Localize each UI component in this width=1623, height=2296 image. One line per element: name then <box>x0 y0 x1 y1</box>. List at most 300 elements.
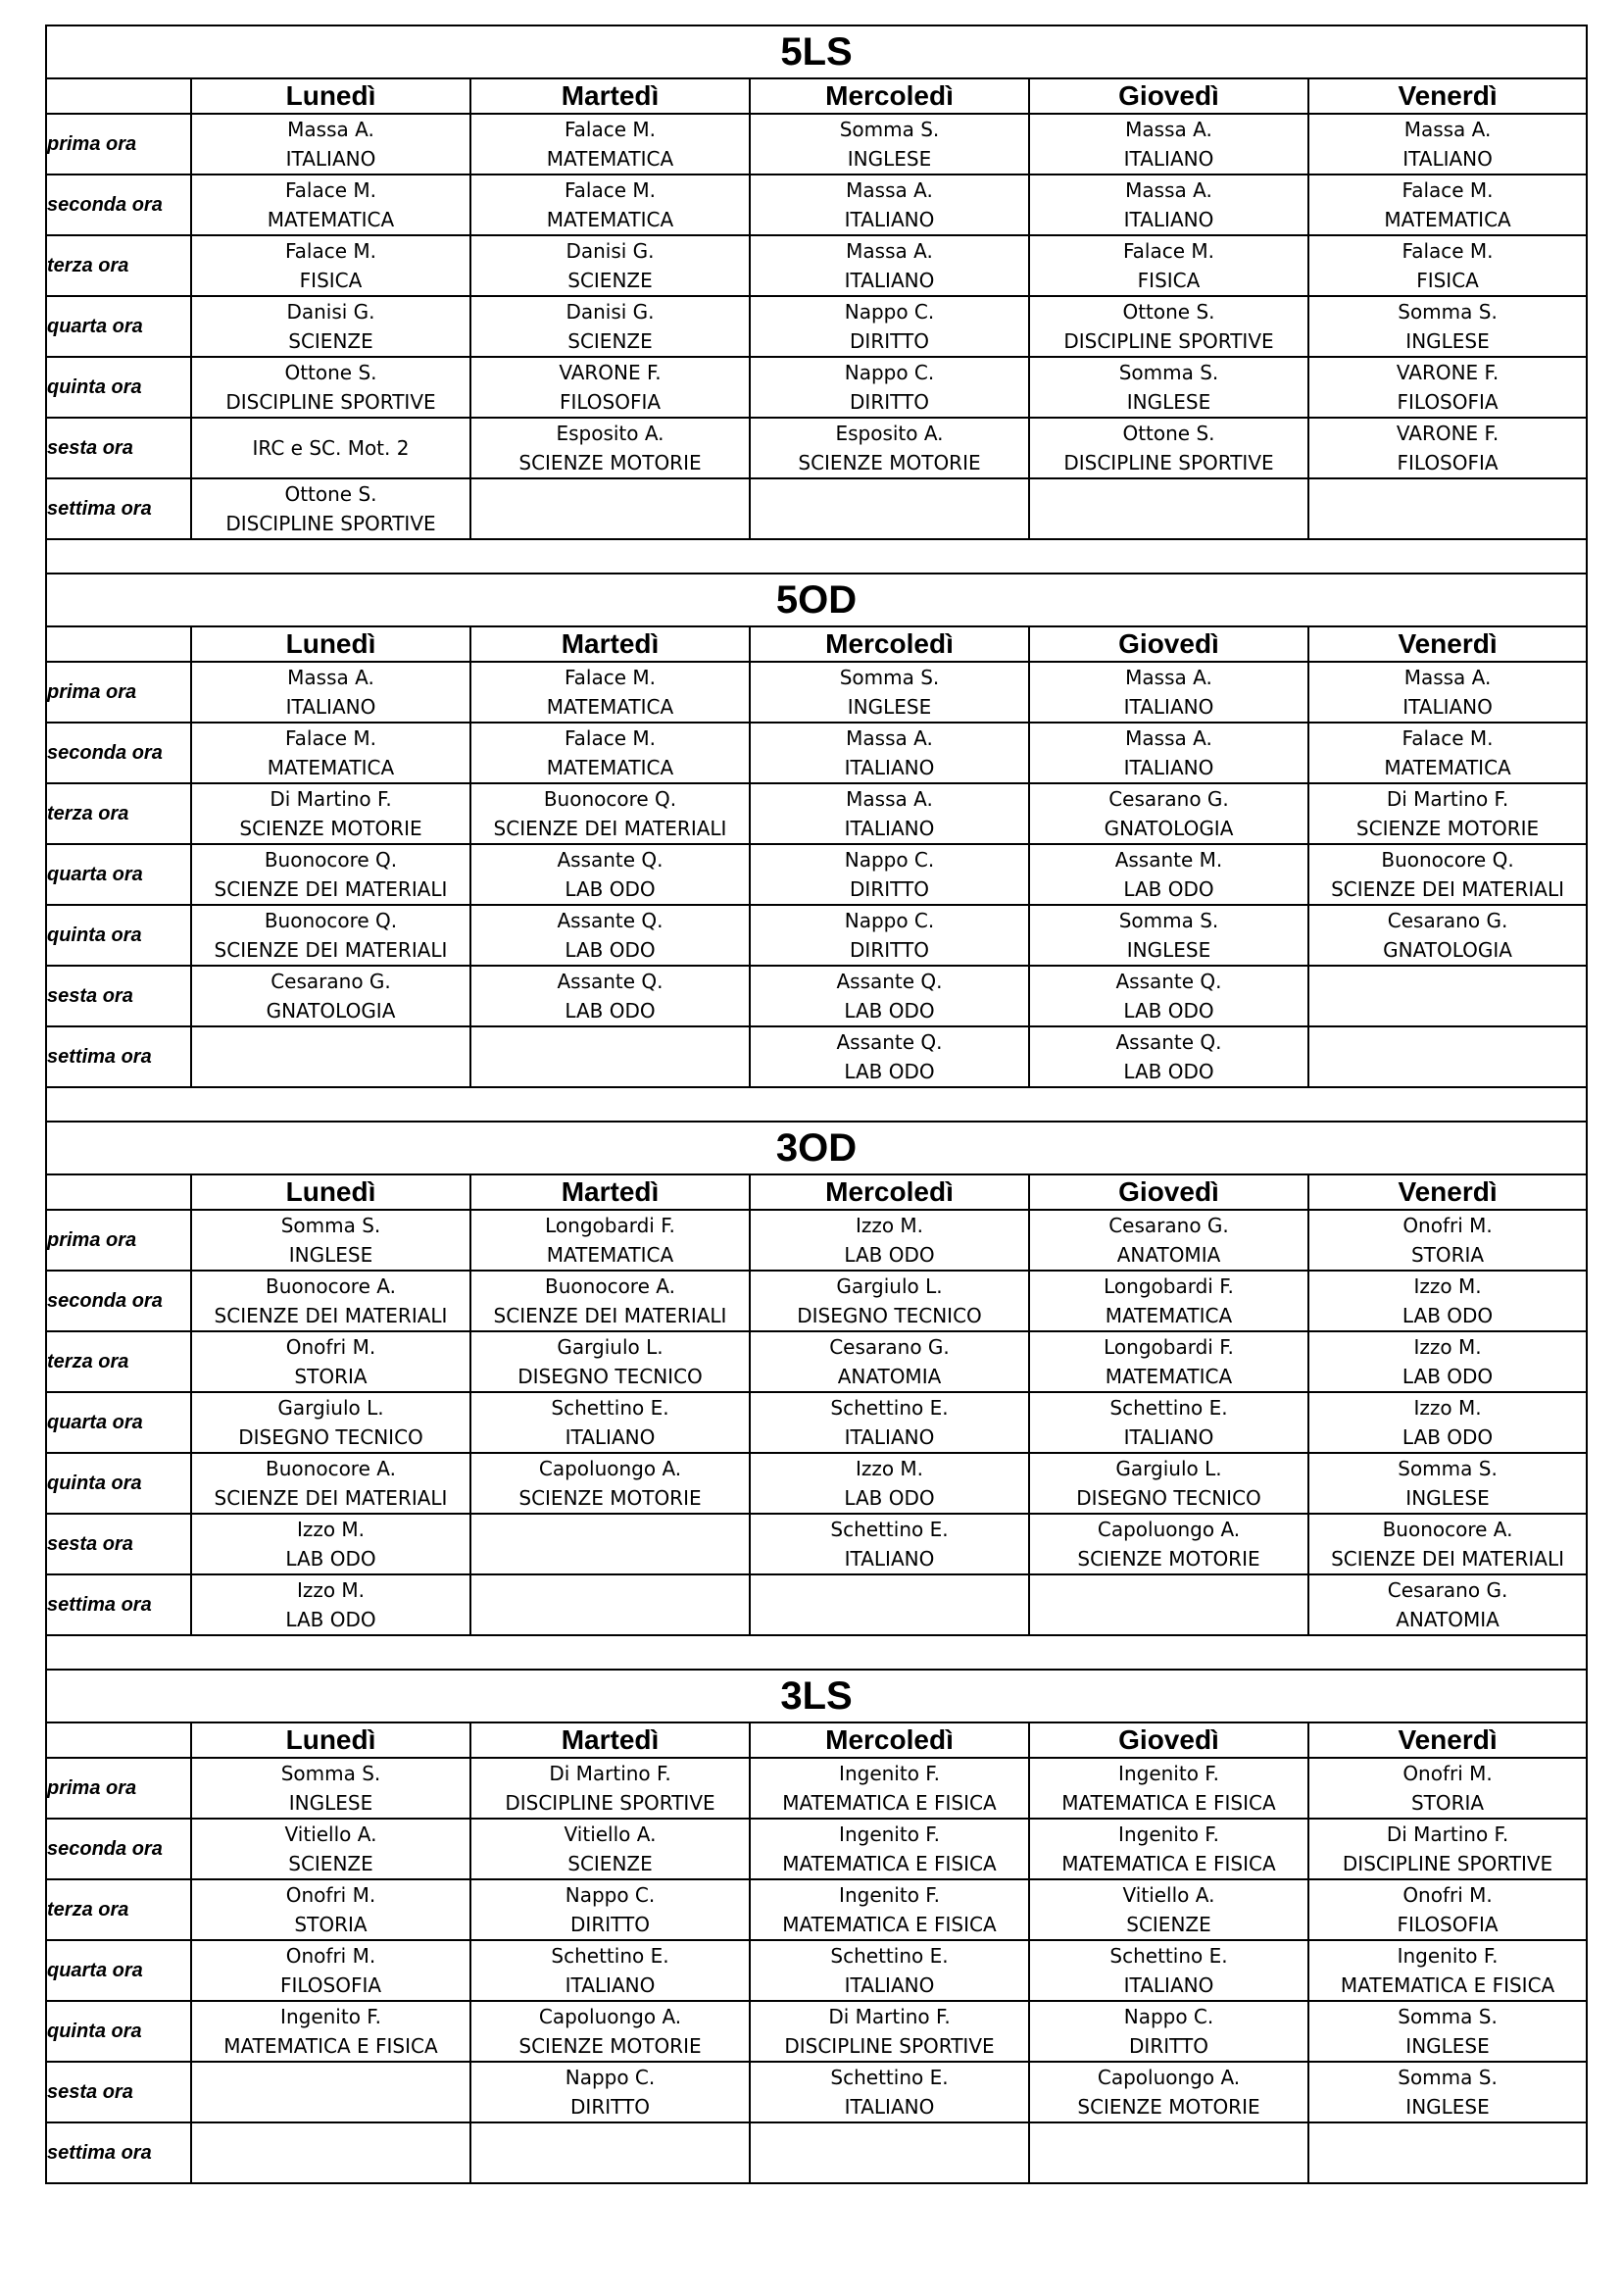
lesson-cell <box>1029 783 1308 844</box>
lesson-cell <box>1029 296 1308 357</box>
subject-name: ITALIANO <box>844 1547 935 1571</box>
day-header: Giovedì <box>1029 78 1308 114</box>
subject-name: FILOSOFIA <box>1397 1913 1499 1936</box>
teacher-name: Somma S. <box>1398 300 1498 324</box>
subject-name: LAB ODO <box>1402 1365 1494 1388</box>
subject-name: MATEMATICA E FISICA <box>1061 1791 1276 1815</box>
subject-name: DISEGNO TECNICO <box>1076 1486 1261 1510</box>
subject-name: INGLESE <box>847 695 932 719</box>
lesson-cell <box>191 1453 470 1514</box>
subject-name: MATEMATICA <box>1105 1365 1233 1388</box>
teacher-name: Ingenito F. <box>1118 1762 1219 1785</box>
day-header-row <box>46 626 1587 662</box>
lesson-cell <box>470 357 750 418</box>
slot-row <box>46 1758 1587 1819</box>
teacher-name: VARONE F. <box>1396 422 1500 445</box>
timetable-sheet <box>45 25 1586 2184</box>
teacher-name: Vitiello A. <box>284 1822 377 1846</box>
day-header: Mercoledì <box>750 1722 1029 1758</box>
lesson-cell <box>1308 1514 1587 1574</box>
subject-name: LAB ODO <box>565 938 656 962</box>
lesson-cell <box>191 1514 470 1574</box>
teacher-name: Cesarano G. <box>270 970 391 993</box>
lesson-cell <box>1029 1210 1308 1271</box>
spacer-cell <box>46 1635 1587 1670</box>
subject-name: INGLESE <box>1405 329 1490 353</box>
lesson-cell <box>1029 478 1308 539</box>
subject-name: SCIENZE MOTORIE <box>518 1486 702 1510</box>
class-title: 5LS <box>46 25 1587 78</box>
lesson-cell <box>470 2001 750 2062</box>
subject-name: FILOSOFIA <box>1397 390 1499 414</box>
teacher-name: Danisi G. <box>286 300 375 324</box>
lesson-cell <box>750 2062 1029 2122</box>
lesson-cell <box>191 1271 470 1331</box>
slot-label: terza ora <box>46 235 191 296</box>
lesson-cell <box>1308 175 1587 235</box>
subject-name: DISEGNO TECNICO <box>797 1304 982 1327</box>
slot-label: settima ora <box>46 1574 191 1635</box>
lesson-cell <box>470 296 750 357</box>
lesson-cell <box>1029 1026 1308 1087</box>
lesson-cell <box>750 357 1029 418</box>
subject-name: ITALIANO <box>565 1973 656 1997</box>
lesson-cell <box>470 1879 750 1940</box>
slot-row <box>46 235 1587 296</box>
subject-name: LAB ODO <box>844 1486 935 1510</box>
slot-label: quarta ora <box>46 844 191 905</box>
teacher-name: Vitiello A. <box>1122 1883 1215 1907</box>
subject-name: ITALIANO <box>844 756 935 779</box>
slot-label: prima ora <box>46 662 191 723</box>
teacher-name: Massa A. <box>846 178 933 202</box>
subject-name: ITALIANO <box>285 695 376 719</box>
subject-name: DISCIPLINE SPORTIVE <box>505 1791 715 1815</box>
slot-row <box>46 296 1587 357</box>
day-header: Mercoledì <box>750 626 1029 662</box>
teacher-name: Cesarano G. <box>1387 1578 1508 1602</box>
lesson-cell <box>470 844 750 905</box>
subject-name: MATEMATICA <box>546 695 674 719</box>
slot-label: seconda ora <box>46 1271 191 1331</box>
teacher-name: Vitiello A. <box>564 1822 657 1846</box>
subject-name: INGLESE <box>288 1791 373 1815</box>
day-header-row <box>46 1174 1587 1210</box>
subject-name: ITALIANO <box>285 147 376 171</box>
slot-label: settima ora <box>46 2122 191 2183</box>
lesson-cell <box>1308 1271 1587 1331</box>
teacher-name: Falace M. <box>284 178 376 202</box>
slot-row <box>46 966 1587 1026</box>
slot-label: quinta ora <box>46 1453 191 1514</box>
lesson-cell <box>1308 478 1587 539</box>
teacher-name: Di Martino F. <box>270 787 392 811</box>
subject-name: ITALIANO <box>844 1425 935 1449</box>
teacher-name: Capoluongo A. <box>1097 1518 1241 1541</box>
teacher-name: Capoluongo A. <box>538 2005 682 2028</box>
subject-name: DISCIPLINE SPORTIVE <box>1063 329 1274 353</box>
subject-name: SCIENZE <box>1126 1913 1211 1936</box>
day-header: Lunedì <box>191 626 470 662</box>
lesson-cell <box>750 2001 1029 2062</box>
class-title-row <box>46 1670 1587 1722</box>
subject-name: STORIA <box>294 1913 368 1936</box>
lesson-cell <box>191 844 470 905</box>
slot-label: settima ora <box>46 478 191 539</box>
teacher-name: Onofri M. <box>1402 1762 1493 1785</box>
teacher-name: Buonocore A. <box>545 1274 675 1298</box>
subject-name: ITALIANO <box>1123 147 1214 171</box>
subject-name: LAB ODO <box>844 999 935 1023</box>
subject-name: DIRITTO <box>1129 2034 1208 2058</box>
lesson-cell <box>1308 1210 1587 1271</box>
teacher-name: Somma S. <box>839 118 940 141</box>
teacher-name: Ottone S. <box>1122 300 1215 324</box>
subject-name: GNATOLOGIA <box>266 999 396 1023</box>
teacher-name: Massa A. <box>846 239 933 263</box>
teacher-name: Massa A. <box>287 666 374 689</box>
lesson-cell <box>750 1940 1029 2001</box>
block-spacer <box>46 1087 1587 1122</box>
subject-name: MATEMATICA <box>1384 756 1511 779</box>
subject-name: ITALIANO <box>1123 1973 1214 1997</box>
slot-label: quarta ora <box>46 1392 191 1453</box>
subject-name: GNATOLOGIA <box>1383 938 1512 962</box>
slot-row <box>46 844 1587 905</box>
teacher-name: Onofri M. <box>285 1335 376 1359</box>
lesson-cell <box>750 235 1029 296</box>
subject-name: ITALIANO <box>1402 695 1493 719</box>
lesson-cell <box>1029 1879 1308 1940</box>
subject-name: DISEGNO TECNICO <box>238 1425 423 1449</box>
lesson-cell <box>750 1514 1029 1574</box>
teacher-name: Buonocore Q. <box>264 848 398 872</box>
subject-name: SCIENZE <box>288 329 373 353</box>
lesson-cell <box>1029 114 1308 175</box>
subject-name: LAB ODO <box>1123 1060 1214 1083</box>
teacher-name: Schettino E. <box>830 1396 949 1420</box>
subject-name: ITALIANO <box>844 2095 935 2119</box>
lesson-cell <box>750 723 1029 783</box>
teacher-name: Buonocore Q. <box>1381 848 1514 872</box>
subject-name: LAB ODO <box>565 877 656 901</box>
teacher-name: Somma S. <box>1118 909 1219 932</box>
subject-name: ITALIANO <box>844 269 935 292</box>
teacher-name: Somma S. <box>1398 1457 1498 1480</box>
slot-row <box>46 418 1587 478</box>
teacher-name: Cesarano G. <box>829 1335 950 1359</box>
subject-name: SCIENZE MOTORIE <box>1077 1547 1260 1571</box>
lesson-cell <box>1029 175 1308 235</box>
slot-label: seconda ora <box>46 723 191 783</box>
subject-name: ANATOMIA <box>1116 1243 1221 1267</box>
slot-row <box>46 2001 1587 2062</box>
subject-name: MATEMATICA <box>267 756 395 779</box>
slot-row <box>46 1026 1587 1087</box>
subject-name: SCIENZE DEI MATERIALI <box>1331 877 1564 901</box>
lesson-cell <box>750 478 1029 539</box>
lesson-cell <box>191 1574 470 1635</box>
lesson-cell <box>1029 1819 1308 1879</box>
teacher-name: Ingenito F. <box>839 1762 940 1785</box>
teacher-name: Longobardi F. <box>545 1214 675 1237</box>
subject-name: STORIA <box>294 1365 368 1388</box>
block-spacer <box>46 539 1587 574</box>
lesson-cell <box>470 1940 750 2001</box>
teacher-name: Somma S. <box>280 1214 381 1237</box>
lesson-cell <box>750 905 1029 966</box>
teacher-name: Nappo C. <box>844 848 935 872</box>
lesson-cell <box>750 175 1029 235</box>
subject-name: DIRITTO <box>850 390 929 414</box>
teacher-name: Ingenito F. <box>839 1822 940 1846</box>
lesson-cell <box>1308 235 1587 296</box>
subject-name: DIRITTO <box>850 877 929 901</box>
subject-name: INGLESE <box>1405 1486 1490 1510</box>
teacher-name: Izzo M. <box>296 1518 366 1541</box>
lesson-cell <box>191 2122 470 2183</box>
subject-name: ITALIANO <box>844 208 935 231</box>
slot-row <box>46 1392 1587 1453</box>
day-header: Venerdì <box>1308 78 1587 114</box>
subject-name: SCIENZE <box>567 1852 653 1875</box>
slot-label: seconda ora <box>46 1819 191 1879</box>
class-title-row <box>46 574 1587 626</box>
slot-row <box>46 723 1587 783</box>
subject-name: DISCIPLINE SPORTIVE <box>225 512 436 535</box>
teacher-name: Gargiulo L. <box>277 1396 384 1420</box>
subject-name: FILOSOFIA <box>1397 451 1499 474</box>
lesson-cell <box>470 418 750 478</box>
subject-name: MATEMATICA E FISICA <box>1340 1973 1555 1997</box>
subject-name: INGLESE <box>288 1243 373 1267</box>
teacher-name: Cesarano G. <box>1108 787 1229 811</box>
lesson-cell <box>191 1940 470 2001</box>
lesson-cell <box>191 1331 470 1392</box>
teacher-name: Esposito A. <box>835 422 944 445</box>
teacher-name: Assante Q. <box>1115 1030 1222 1054</box>
subject-name: ITALIANO <box>1402 147 1493 171</box>
teacher-name: Di Martino F. <box>1386 787 1509 811</box>
lesson-cell <box>1029 723 1308 783</box>
slot-row <box>46 1210 1587 1271</box>
teacher-name: Schettino E. <box>551 1396 669 1420</box>
teacher-name: Ingenito F. <box>839 1883 940 1907</box>
teacher-name: Longobardi F. <box>1104 1335 1234 1359</box>
teacher-name: Massa A. <box>1125 666 1212 689</box>
day-header: Martedì <box>470 1722 750 1758</box>
day-header: Venerdì <box>1308 1174 1587 1210</box>
teacher-name: Schettino E. <box>551 1944 669 1968</box>
teacher-name: Cesarano G. <box>1387 909 1508 932</box>
teacher-name: Assante Q. <box>836 970 943 993</box>
lesson-cell <box>470 783 750 844</box>
subject-name: SCIENZE DEI MATERIALI <box>493 817 727 840</box>
lesson-cell <box>1029 844 1308 905</box>
lesson-cell <box>191 296 470 357</box>
teacher-name: Ottone S. <box>284 482 377 506</box>
teacher-name: VARONE F. <box>559 361 662 384</box>
subject-name: MATEMATICA E FISICA <box>1061 1852 1276 1875</box>
lesson-cell <box>1308 2001 1587 2062</box>
lesson-cell <box>750 1026 1029 1087</box>
teacher-name: Schettino E. <box>1109 1396 1228 1420</box>
teacher-name: Massa A. <box>287 118 374 141</box>
teacher-name: Buonocore A. <box>266 1457 396 1480</box>
teacher-name: Buonocore Q. <box>264 909 398 932</box>
slot-label: sesta ora <box>46 966 191 1026</box>
lesson-cell <box>470 1331 750 1392</box>
lesson-cell <box>191 2001 470 2062</box>
slot-row <box>46 357 1587 418</box>
lesson-cell <box>1029 1758 1308 1819</box>
lesson-cell <box>750 1210 1029 1271</box>
lesson-cell <box>1029 1392 1308 1453</box>
class-title: 3LS <box>46 1670 1587 1722</box>
subject-name: LAB ODO <box>1123 999 1214 1023</box>
day-header: Giovedì <box>1029 1722 1308 1758</box>
subject-name: DISEGNO TECNICO <box>517 1365 703 1388</box>
lesson-cell <box>191 662 470 723</box>
teacher-name: Onofri M. <box>285 1944 376 1968</box>
lesson-cell <box>1308 1574 1587 1635</box>
lesson-cell <box>191 723 470 783</box>
subject-name: MATEMATICA E FISICA <box>782 1913 997 1936</box>
teacher-name: Assante Q. <box>557 909 664 932</box>
teacher-name: Onofri M. <box>1402 1883 1493 1907</box>
subject-name: LAB ODO <box>1402 1304 1494 1327</box>
teacher-name: Ottone S. <box>284 361 377 384</box>
lesson-cell <box>191 1026 470 1087</box>
subject-name: LAB ODO <box>285 1608 376 1631</box>
lesson-cell <box>750 783 1029 844</box>
subject-name: MATEMATICA <box>546 147 674 171</box>
day-header: Lunedì <box>191 1722 470 1758</box>
teacher-name: Capoluongo A. <box>1097 2066 1241 2089</box>
slot-row <box>46 1819 1587 1879</box>
lesson-cell <box>1308 2062 1587 2122</box>
teacher-name: Assante M. <box>1114 848 1223 872</box>
lesson-cell <box>750 1331 1029 1392</box>
teacher-name: Falace M. <box>284 239 376 263</box>
corner-cell <box>46 78 191 114</box>
teacher-name: Esposito A. <box>556 422 664 445</box>
lesson-cell <box>191 1210 470 1271</box>
lesson-cell <box>1029 1940 1308 2001</box>
teacher-name: Izzo M. <box>1413 1335 1482 1359</box>
teacher-name: Ottone S. <box>1122 422 1215 445</box>
subject-name: DIRITTO <box>850 938 929 962</box>
teacher-name: Cesarano G. <box>1108 1214 1229 1237</box>
subject-name: ANATOMIA <box>837 1365 942 1388</box>
slot-label: seconda ora <box>46 175 191 235</box>
lesson-cell <box>191 478 470 539</box>
lesson-cell <box>750 1758 1029 1819</box>
teacher-name: Falace M. <box>564 178 656 202</box>
subject-name: INGLESE <box>1126 390 1211 414</box>
lesson-cell <box>750 662 1029 723</box>
lesson-cell <box>1029 662 1308 723</box>
teacher-name: Nappo C. <box>1123 2005 1214 2028</box>
lesson-cell <box>470 114 750 175</box>
teacher-name: Izzo M. <box>855 1457 924 1480</box>
subject-name: SCIENZE DEI MATERIALI <box>214 1304 448 1327</box>
teacher-name: Massa A. <box>1125 726 1212 750</box>
lesson-cell <box>470 1574 750 1635</box>
day-header: Giovedì <box>1029 1174 1308 1210</box>
subject-name: FISICA <box>1416 269 1479 292</box>
lesson-cell <box>1308 296 1587 357</box>
teacher-name: VARONE F. <box>1396 361 1500 384</box>
teacher-name: Di Martino F. <box>828 2005 951 2028</box>
lesson-cell <box>191 905 470 966</box>
teacher-name: Nappo C. <box>844 909 935 932</box>
day-header-row <box>46 1722 1587 1758</box>
day-header: Lunedì <box>191 78 470 114</box>
subject-name: SCIENZE <box>567 269 653 292</box>
lesson-cell <box>1029 1271 1308 1331</box>
slot-label: sesta ora <box>46 2062 191 2122</box>
teacher-name: Falace M. <box>1122 239 1214 263</box>
slot-label: quarta ora <box>46 296 191 357</box>
subject-name: DISCIPLINE SPORTIVE <box>1342 1852 1553 1875</box>
corner-cell <box>46 1174 191 1210</box>
teacher-name: Massa A. <box>1403 666 1492 689</box>
teacher-name: Somma S. <box>1118 361 1219 384</box>
lesson-cell <box>470 2062 750 2122</box>
lesson-cell <box>1029 1331 1308 1392</box>
slot-row <box>46 1574 1587 1635</box>
subject-name: MATEMATICA E FISICA <box>782 1852 997 1875</box>
teacher-name: Assante Q. <box>1115 970 1222 993</box>
teacher-name: Buonocore A. <box>266 1274 396 1298</box>
subject-name: ITALIANO <box>1123 208 1214 231</box>
teacher-name: Massa A. <box>846 726 933 750</box>
subject-name: MATEMATICA <box>546 756 674 779</box>
lesson-cell <box>1308 2122 1587 2183</box>
slot-row <box>46 2062 1587 2122</box>
teacher-name: Falace M. <box>564 666 656 689</box>
block-spacer <box>46 1635 1587 1670</box>
slot-row <box>46 478 1587 539</box>
subject-name: MATEMATICA <box>1384 208 1511 231</box>
lesson-cell <box>1308 1453 1587 1514</box>
lesson-cell <box>470 1819 750 1879</box>
spacer-cell <box>46 1087 1587 1122</box>
lesson-cell <box>470 966 750 1026</box>
lesson-cell <box>750 114 1029 175</box>
subject-name: ANATOMIA <box>1396 1608 1500 1631</box>
day-header: Lunedì <box>191 1174 470 1210</box>
lesson-cell <box>1308 357 1587 418</box>
subject-name: SCIENZE MOTORIE <box>1355 817 1540 840</box>
subject-name: FISICA <box>1137 269 1201 292</box>
teacher-name: Gargiulo L. <box>557 1335 664 1359</box>
teacher-name: Izzo M. <box>855 1214 924 1237</box>
teacher-name: Buonocore Q. <box>543 787 677 811</box>
day-header: Venerdì <box>1308 1722 1587 1758</box>
teacher-name: Massa A. <box>1403 118 1492 141</box>
slot-row <box>46 1331 1587 1392</box>
teacher-name: Ingenito F. <box>1397 1944 1499 1968</box>
lesson-cell <box>1308 1819 1587 1879</box>
day-header-row <box>46 78 1587 114</box>
lesson-cell <box>1308 966 1587 1026</box>
lesson-cell <box>191 1879 470 1940</box>
lesson-cell <box>1308 1026 1587 1087</box>
slot-label: prima ora <box>46 114 191 175</box>
lesson-cell <box>750 844 1029 905</box>
